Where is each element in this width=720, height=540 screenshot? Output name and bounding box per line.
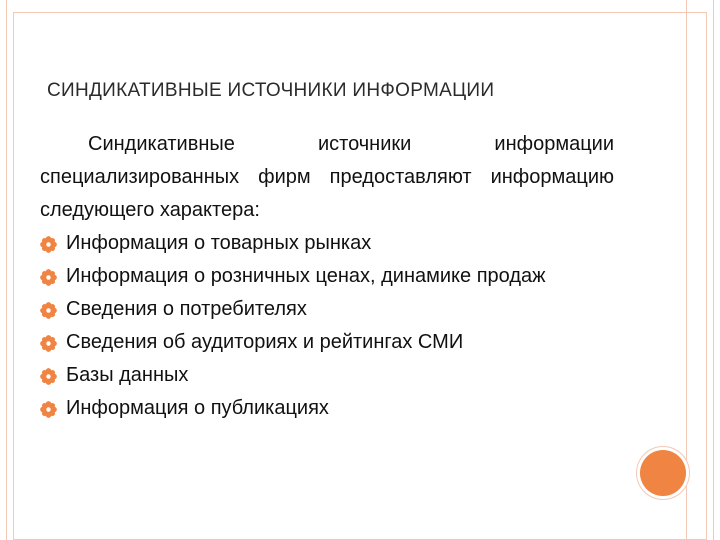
flower-bullet-icon xyxy=(40,335,57,352)
slide-title: СИНДИКАТИВНЫЕ ИСТОЧНИКИ ИНФОРМАЦИИ xyxy=(47,80,495,101)
slide-content xyxy=(40,128,614,425)
flower-bullet-icon xyxy=(40,236,57,253)
list-item xyxy=(40,359,614,392)
slide-right-rule xyxy=(686,0,687,540)
bullet-text: Информация о публикациях xyxy=(66,397,329,419)
flower-bullet-icon xyxy=(40,368,57,385)
list-item xyxy=(40,227,614,260)
flower-bullet-icon xyxy=(40,302,57,319)
list-item xyxy=(40,392,614,425)
intro-paragraph: Синдикативные источники информации специализированных фирм предоставляют информацию следующего характера: xyxy=(40,133,614,221)
bullet-text: Сведения об аудиториях и рейтингах СМИ xyxy=(66,331,464,353)
list-item xyxy=(40,260,614,293)
bullet-text: Информация о товарных рынках xyxy=(66,232,372,254)
bullet-text: Сведения о потребителях xyxy=(66,298,307,320)
list-item xyxy=(40,293,614,326)
bullet-text: Информация о розничных ценах, динамике продаж xyxy=(66,265,546,287)
flower-bullet-icon xyxy=(40,401,57,418)
bullet-list xyxy=(40,227,614,425)
list-item xyxy=(40,326,614,359)
flower-bullet-icon xyxy=(40,269,57,286)
orange-accent-circle xyxy=(640,450,686,496)
bullet-text: Базы данных xyxy=(66,364,189,386)
